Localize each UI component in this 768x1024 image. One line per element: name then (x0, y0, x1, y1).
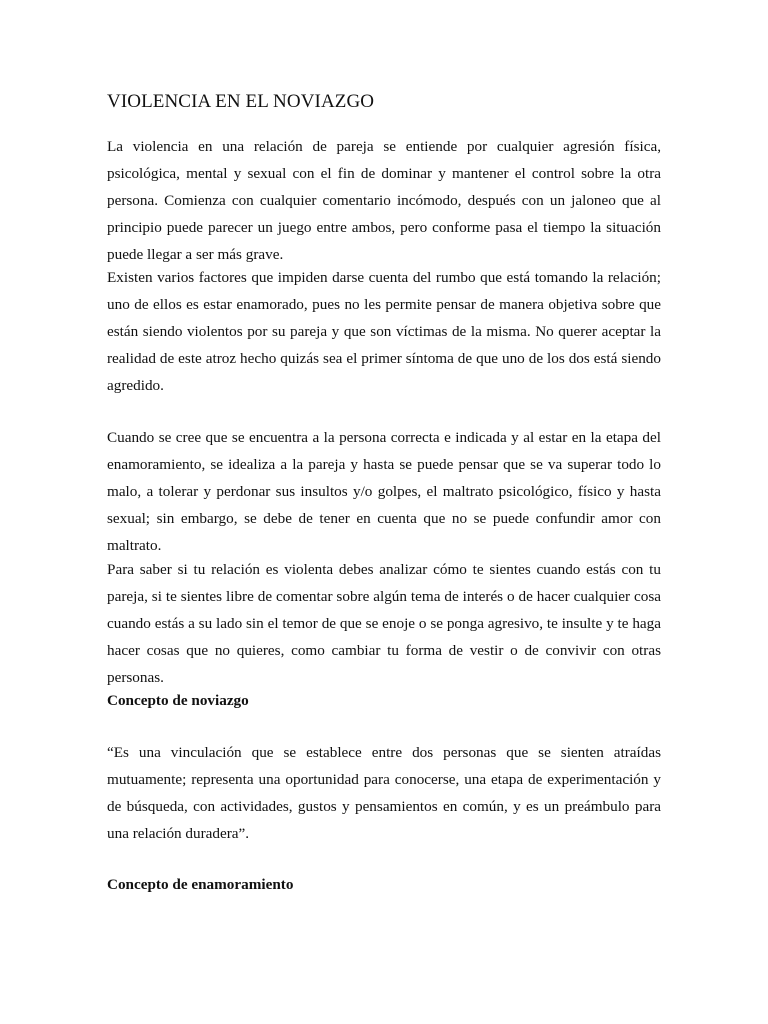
paragraph-3: Cuando se cree que se encuentra a la persona correcta e indicada y al estar en la etapa del enamoramiento, se idealiza a la pareja y hasta se puede pensar que se va superar todo lo malo, a tolerar y perdonar sus insultos y/o golpes, el maltrato psicológico, físico y hasta sexual; sin embargo, se debe de tener en cuenta que no se puede confundir amor con maltrato. (107, 429, 661, 554)
document-title: VIOLENCIA EN EL NOVIAZGO (107, 91, 375, 112)
paragraph-1: La violencia en una relación de pareja se entiende por cualquier agresión física, psicológica, mental y sexual con el fin de dominar y mantener el control sobre la otra persona. Comienza con cualquier comentario incómodo, después con un jaloneo que al principio puede parecer un juego entre ambos, pero conforme pasa el tiempo la situación puede llegar a ser más grave. (107, 138, 661, 263)
quote-paragraph: “Es una vinculación que se establece entre dos personas que se sienten atraídas mutuamente; representa una oportunidad para conocerse, una etapa de experimentación y de búsqueda, con actividades, gustos y pensamientos en común, y es un preámbulo para una relación duradera”. (107, 744, 661, 842)
paragraph-2: Existen varios factores que impiden darse cuenta del rumbo que está tomando la relación; uno de ellos es estar enamorado, pues no les permite pensar de manera objetiva sobre que están siendo violentos por su pareja y que son víctimas de la misma. No querer aceptar la realidad de este atroz hecho quizás sea el primer síntoma de que uno de los dos está siendo agredido. (107, 269, 661, 394)
section-heading-enamoramiento: Concepto de enamoramiento (107, 876, 294, 893)
paragraph-4: Para saber si tu relación es violenta debes analizar cómo te sientes cuando estás con tu pareja, si te sientes libre de comentar sobre algún tema de interés o de hacer cualquier cosa cuando estás a su lado sin el temor de que se enoje o se ponga agresivo, te insulte y te haga hacer cosas que no quieres, como cambiar tu forma de vestir o de convivir con otras personas. (107, 561, 661, 686)
section-heading-noviazgo: Concepto de noviazgo (107, 692, 249, 709)
